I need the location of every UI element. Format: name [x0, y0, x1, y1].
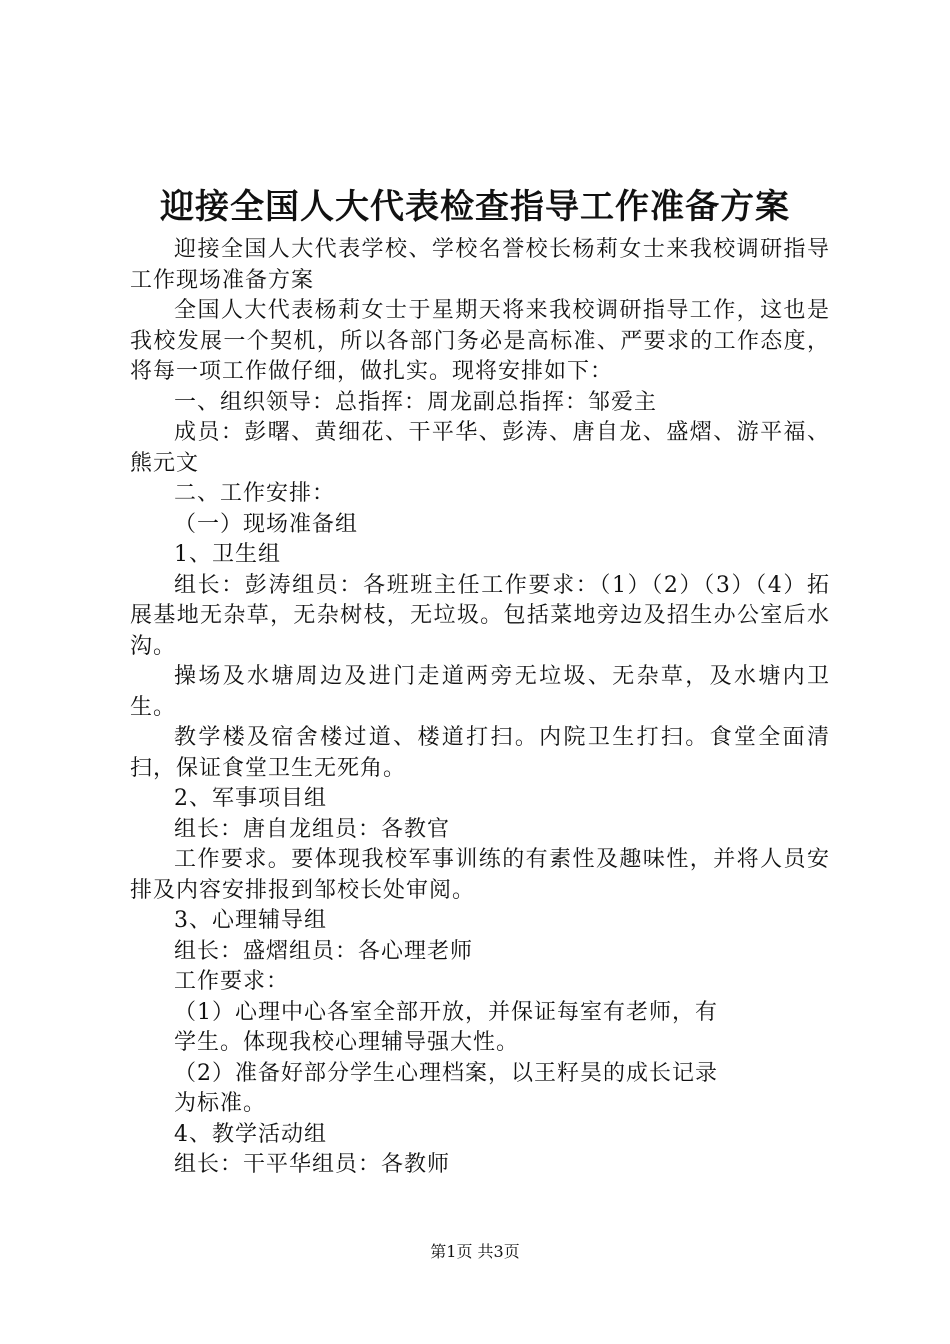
- group-hygiene-details: 组长：彭涛组员：各班班主任工作要求：（1）（2）（3）（4）拓展基地无杂草，无杂树枝，无垃圾。包括菜地旁边及招生办公室后水沟。: [130, 572, 830, 659]
- paragraph-leadership: 一、组织领导：总指挥：周龙副总指挥：邹爱主: [174, 389, 658, 415]
- page-footer: 第1页 共3页: [430, 1242, 520, 1261]
- subsection-site-preparation: （一）现场准备组: [174, 511, 359, 537]
- document-body: [130, 235, 830, 1181]
- psychology-item-1-line-1: （1）心理中心各室全部开放，并保证每室有老师，有: [174, 999, 718, 1025]
- hygiene-playground: 操场及水塘周边及进门走道两旁无垃圾、无杂草，及水塘内卫生。: [130, 664, 830, 720]
- section-work-arrangement: 二、工作安排：: [174, 481, 336, 506]
- group-military-requirements: 工作要求。要体现我校军事训练的有素性及趣味性，并将人员安排及内容安排报到邹校长处审阅。: [130, 847, 830, 903]
- psychology-item-2-line-2: 为标准。: [174, 1091, 267, 1116]
- group-teaching-heading: 4、教学活动组: [174, 1121, 327, 1147]
- psychology-item-1-line-2: 学生。体现我校心理辅导强大性。: [174, 1030, 520, 1055]
- group-military-heading: 2、军事项目组: [174, 786, 327, 811]
- group-psychology-members: 组长：盛熠组员：各心理老师: [174, 938, 474, 964]
- group-psychology-heading: 3、心理辅导组: [174, 908, 327, 933]
- paragraph-intro: 迎接全国人大代表学校、学校名誉校长杨莉女士来我校调研指导工作现场准备方案: [130, 237, 830, 293]
- group-military-members: 组长：唐自龙组员：各教官: [174, 816, 451, 842]
- group-hygiene-heading: 1、卫生组: [174, 542, 281, 567]
- paragraph-members: 成员：彭曙、黄细花、干平华、彭涛、唐自龙、盛熠、游平福、熊元文: [130, 420, 830, 476]
- group-teaching-members: 组长：干平华组员：各教师: [174, 1152, 451, 1177]
- hygiene-buildings: 教学楼及宿舍楼过道、楼道打扫。内院卫生打扫。食堂全面清扫，保证食堂卫生无死角。: [130, 725, 830, 781]
- document-title: 迎接全国人大代表检查指导工作准备方案: [160, 187, 790, 227]
- group-psychology-requirements-label: 工作要求：: [174, 969, 290, 994]
- paragraph-background: 全国人大代表杨莉女士于星期天将来我校调研指导工作，这也是我校发展一个契机，所以各部门务必是高标准、严要求的工作态度，将每一项工作做仔细，做扎实。现将安排如下：: [130, 298, 830, 384]
- psychology-item-2-line-1: （2）准备好部分学生心理档案，以王籽昊的成长记录: [174, 1060, 718, 1086]
